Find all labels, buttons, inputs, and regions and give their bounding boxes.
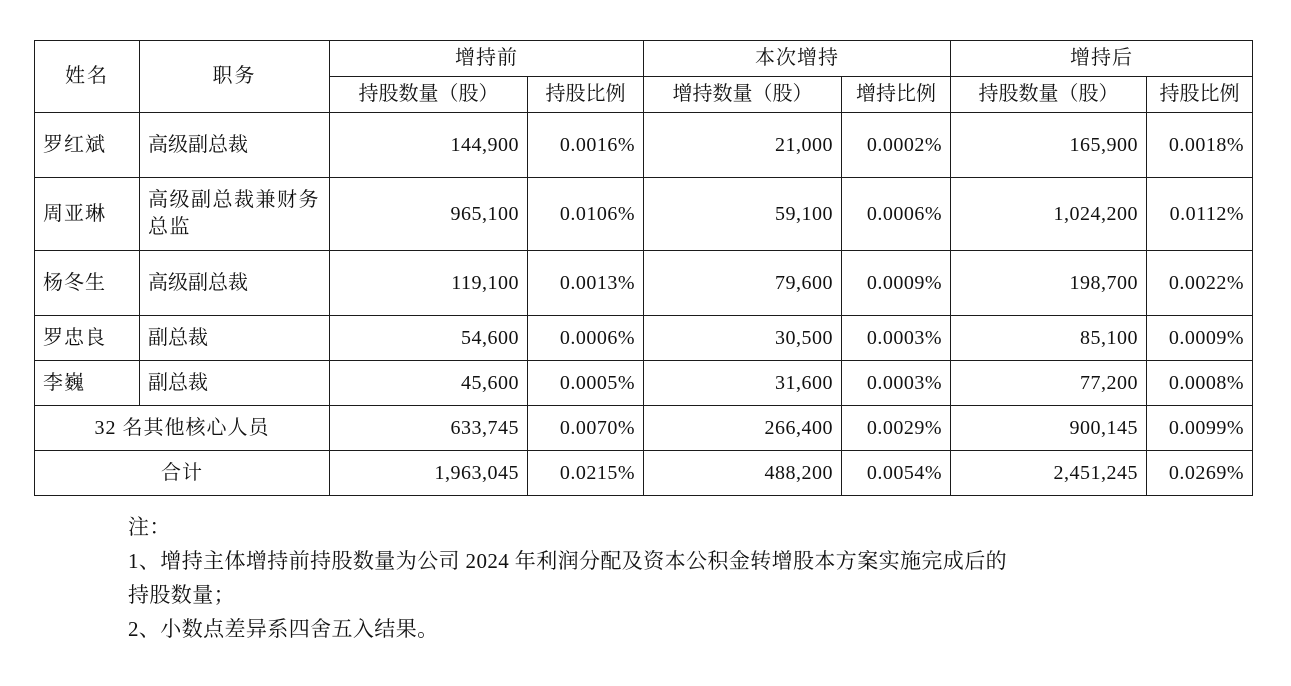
cell-before-qty: 633,745 [330,406,528,451]
table-row [35,113,1253,178]
group-header-after: 增持后 [951,41,1253,77]
cell-after-qty: 165,900 [951,113,1147,178]
cell-after-pct: 0.0008% [1147,361,1253,406]
table-body [35,113,1253,496]
table-row [35,316,1253,361]
cell-after-qty: 1,024,200 [951,178,1147,251]
column-header-after-qty: 持股数量（股） [951,77,1147,113]
cell-before-pct: 0.0070% [528,406,644,451]
cell-change-pct: 0.0002% [842,113,951,178]
cell-total-label: 合计 [35,451,330,496]
cell-after-qty: 900,145 [951,406,1147,451]
cell-title: 高级副总裁兼财务总监 [140,178,330,251]
cell-change-pct: 0.0006% [842,178,951,251]
column-header-title: 职务 [140,41,330,113]
cell-name: 罗红斌 [35,113,140,178]
table-row [35,251,1253,316]
cell-change-pct: 0.0003% [842,316,951,361]
cell-before-pct: 0.0016% [528,113,644,178]
note-line-1: 1、增持主体增持前持股数量为公司 2024 年利润分配及资本公积金转增股本方案实施完成后的 [128,549,1007,574]
cell-others-label: 32 名其他核心人员 [35,406,330,451]
table-header-group-row [35,41,1253,77]
cell-before-pct: 0.0013% [528,251,644,316]
cell-name: 杨冬生 [35,251,140,316]
cell-title: 高级副总裁 [140,251,330,316]
cell-change-qty: 31,600 [644,361,842,406]
cell-after-pct: 0.0112% [1147,178,1253,251]
table-header [35,41,1253,113]
column-header-after-pct: 持股比例 [1147,77,1253,113]
cell-after-pct: 0.0269% [1147,451,1253,496]
cell-before-qty: 45,600 [330,361,528,406]
cell-after-qty: 198,700 [951,251,1147,316]
cell-change-qty: 59,100 [644,178,842,251]
column-header-change-qty: 增持数量（股） [644,77,842,113]
column-header-before-qty: 持股数量（股） [330,77,528,113]
notes-heading: 注： [128,515,171,539]
cell-before-qty: 119,100 [330,251,528,316]
cell-change-qty: 266,400 [644,406,842,451]
note-line-2: 2、小数点差异系四舍五入结果。 [128,617,439,642]
table-row [35,178,1253,251]
cell-after-qty: 77,200 [951,361,1147,406]
cell-name: 罗忠良 [35,316,140,361]
group-header-before: 增持前 [330,41,644,77]
cell-change-pct: 0.0003% [842,361,951,406]
cell-before-pct: 0.0006% [528,316,644,361]
cell-before-pct: 0.0106% [528,178,644,251]
cell-before-qty: 965,100 [330,178,528,251]
cell-name: 李巍 [35,361,140,406]
cell-title: 高级副总裁 [140,113,330,178]
cell-change-qty: 30,500 [644,316,842,361]
cell-after-pct: 0.0018% [1147,113,1253,178]
cell-before-qty: 54,600 [330,316,528,361]
table-row [35,361,1253,406]
table-row-total [35,451,1253,496]
column-header-change-pct: 增持比例 [842,77,951,113]
cell-after-pct: 0.0099% [1147,406,1253,451]
cell-title: 副总裁 [140,361,330,406]
group-header-change: 本次增持 [644,41,951,77]
note-line-1-cont: 持股数量； [128,583,235,608]
cell-after-qty: 85,100 [951,316,1147,361]
cell-before-qty: 1,963,045 [330,451,528,496]
cell-change-qty: 488,200 [644,451,842,496]
column-header-name: 姓名 [35,41,140,113]
cell-before-pct: 0.0005% [528,361,644,406]
shareholding-table [34,40,1253,496]
cell-title: 副总裁 [140,316,330,361]
cell-before-pct: 0.0215% [528,451,644,496]
cell-change-qty: 21,000 [644,113,842,178]
cell-after-qty: 2,451,245 [951,451,1147,496]
cell-change-qty: 79,600 [644,251,842,316]
cell-change-pct: 0.0054% [842,451,951,496]
cell-before-qty: 144,900 [330,113,528,178]
cell-name: 周亚琳 [35,178,140,251]
cell-after-pct: 0.0022% [1147,251,1253,316]
cell-change-pct: 0.0009% [842,251,951,316]
notes-block [34,510,1257,646]
table-row-others [35,406,1253,451]
column-header-before-pct: 持股比例 [528,77,644,113]
cell-change-pct: 0.0029% [842,406,951,451]
cell-after-pct: 0.0009% [1147,316,1253,361]
